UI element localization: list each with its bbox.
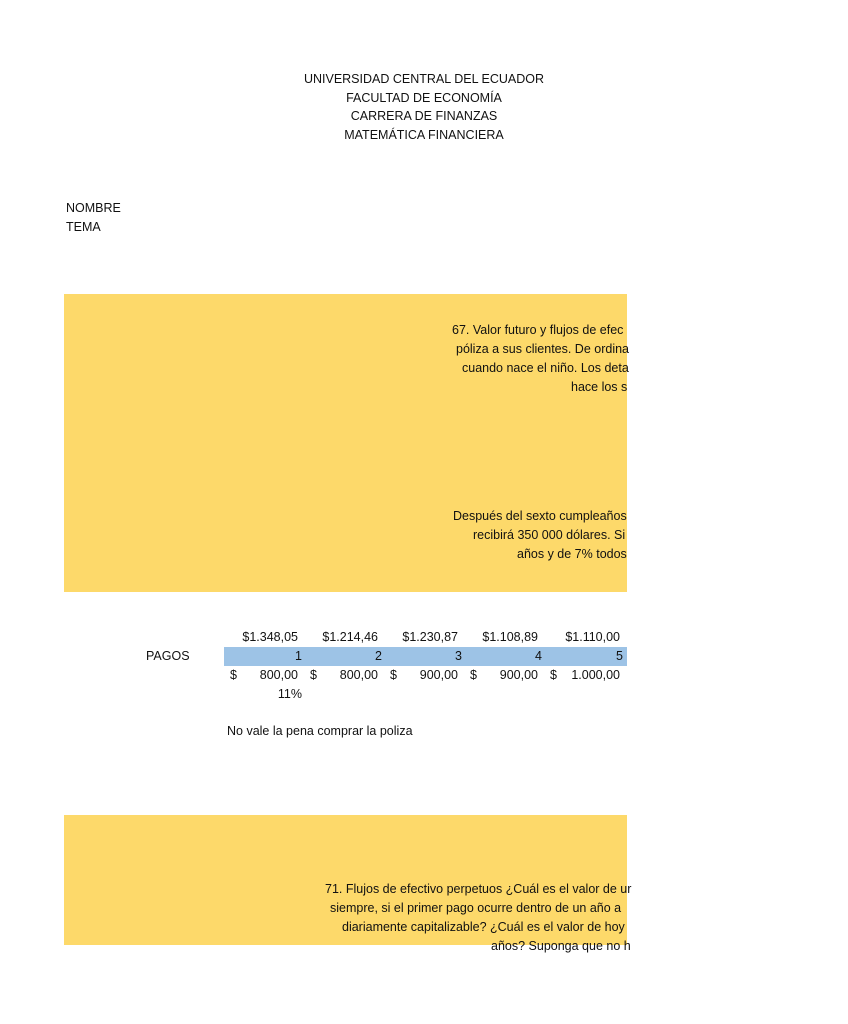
- period-cell: 5: [616, 649, 623, 663]
- present-values-row: [0, 628, 768, 647]
- university-name: UNIVERSIDAD CENTRAL DEL ECUADOR: [303, 72, 545, 86]
- problem-67-line-3: cuando nace el niño. Los deta: [462, 361, 629, 375]
- period-cell: 2: [375, 649, 382, 663]
- amount-cell: 800,00: [339, 668, 378, 682]
- amount-cell: 900,00: [419, 668, 458, 682]
- career-name: CARRERA DE FINANZAS: [350, 109, 498, 123]
- problem-67-line-6: recibirá 350 000 dólares. Si: [473, 528, 626, 542]
- nombre-label: NOMBRE: [66, 201, 121, 215]
- present-value-cell: $1.110,00: [565, 630, 620, 644]
- problem-67-line-4: hace los s: [571, 380, 628, 394]
- problem-71-line-3: diariamente capitalizable? ¿Cuál es el valor de hoy: [342, 920, 625, 934]
- amount-cell: 1.000,00: [571, 668, 620, 682]
- period-cell: 1: [295, 649, 302, 663]
- problem-71-line-4: años? Suponga que no h: [491, 939, 631, 953]
- currency-symbol: $: [550, 668, 557, 682]
- document-header: [0, 70, 848, 144]
- pagos-label: PAGOS: [146, 649, 190, 663]
- amount-cell: 800,00: [259, 668, 298, 682]
- periods-row: [0, 647, 768, 666]
- amount-cell: 900,00: [499, 668, 538, 682]
- currency-symbol: $: [310, 668, 317, 682]
- tema-label: TEMA: [66, 220, 101, 234]
- problem-67-line-1: 67. Valor futuro y flujos de efec: [452, 323, 624, 337]
- problem-67-line-7: años y de 7% todos: [517, 547, 627, 561]
- present-value-cell: $1.348,05: [242, 630, 298, 644]
- faculty-name: FACULTAD DE ECONOMÍA: [346, 90, 502, 105]
- course-name: MATEMÁTICA FINANCIERA: [344, 127, 504, 142]
- conclusion-text: No vale la pena comprar la poliza: [227, 724, 413, 738]
- period-cell: 3: [455, 649, 462, 663]
- amounts-row: [0, 666, 768, 685]
- problem-71-box: [64, 815, 632, 953]
- currency-symbol: $: [230, 668, 237, 682]
- present-value-cell: $1.230,87: [402, 630, 458, 644]
- problem-67-box: [64, 294, 630, 592]
- problem-71-line-2: siempre, si el primer pago ocurre dentro de un año a: [330, 901, 622, 915]
- problem-67-line-5: Después del sexto cumpleaños: [453, 509, 627, 523]
- problem-71-line-1: 71. Flujos de efectivo perpetuos ¿Cuál es el valor de ur: [325, 882, 632, 896]
- currency-symbol: $: [390, 668, 397, 682]
- currency-symbol: $: [470, 668, 477, 682]
- present-value-cell: $1.108,89: [482, 630, 538, 644]
- period-cell: 4: [535, 649, 542, 663]
- present-value-cell: $1.214,46: [322, 630, 378, 644]
- interest-rate: 11%: [277, 687, 302, 701]
- problem-67-line-2: póliza a sus clientes. De ordina: [456, 342, 630, 356]
